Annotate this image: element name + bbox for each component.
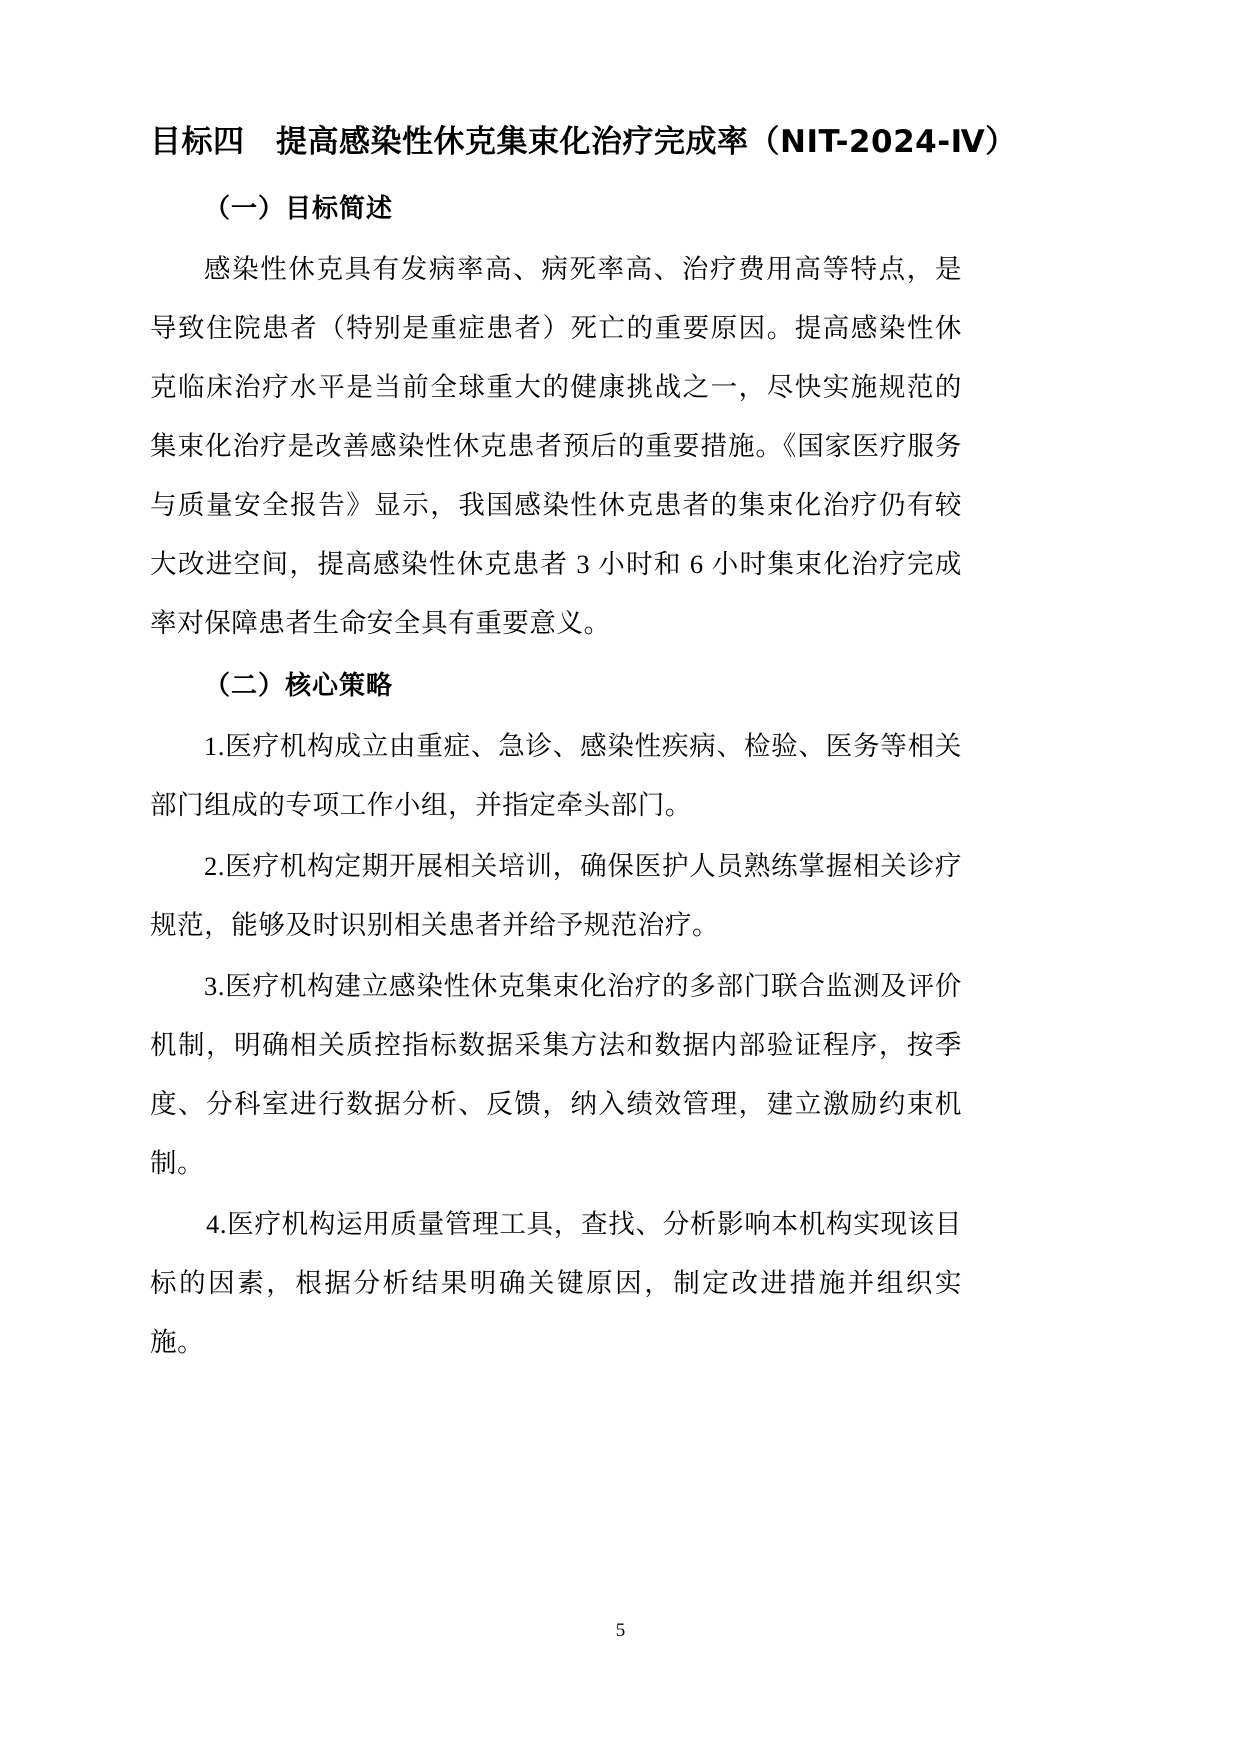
page-number: 5: [615, 1620, 626, 1641]
paragraph-objective-summary: 感染性休克具有发病率高、病死率高、治疗费用高等特点，是导致住院患者（特别是重症患者）死亡的重要原因。提高感染性休克临床治疗水平是当前全球重大的健康挑战之一，尽快实施规范的集束化治疗是改善感染性休克患者预后的重要措施。《国家医疗服务与质量安全报告》显示，我国感染性休克患者的集束化治疗仍有较大改进空间，提高感染性休克患者 3 小时和 6 小时集束化治疗完成率对保障患者生命安全具有重要意义。: [150, 254, 962, 638]
section-heading-objective-summary: （一）目标简述: [204, 194, 394, 224]
paragraph-core-strategy-3: 3.医疗机构建立感染性休克集束化治疗的多部门联合监测及评价机制，明确相关质控指标数据采集方法和数据内部验证程序，按季度、分科室进行数据分析、反馈，纳入绩效管理，建立激励约束机制。: [150, 971, 962, 1178]
section-spacer: [150, 655, 962, 665]
paragraph-core-strategy-2: 2.医疗机构定期开展相关培训，确保医护人员熟练掌握相关诊疗规范，能够及时识别相关患者并给予规范治疗。: [150, 851, 962, 940]
page-content: [150, 118, 1017, 1372]
paragraph-core-strategy-1: 1.医疗机构成立由重症、急诊、感染性疾病、检验、医务等相关部门组成的专项工作小组，并指定牵头部门。: [150, 731, 962, 820]
page-title: 目标四 提高感染性休克集束化治疗完成率（NIT-2024-Ⅳ）: [150, 124, 1017, 160]
paragraph-core-strategy-4: 4.医疗机构运用质量管理工具，查找、分析影响本机构实现该目标的因素，根据分析结果明确关键原因，制定改进措施并组织实施。: [150, 1209, 962, 1357]
section-heading-core-strategy: （二）核心策略: [204, 671, 394, 701]
